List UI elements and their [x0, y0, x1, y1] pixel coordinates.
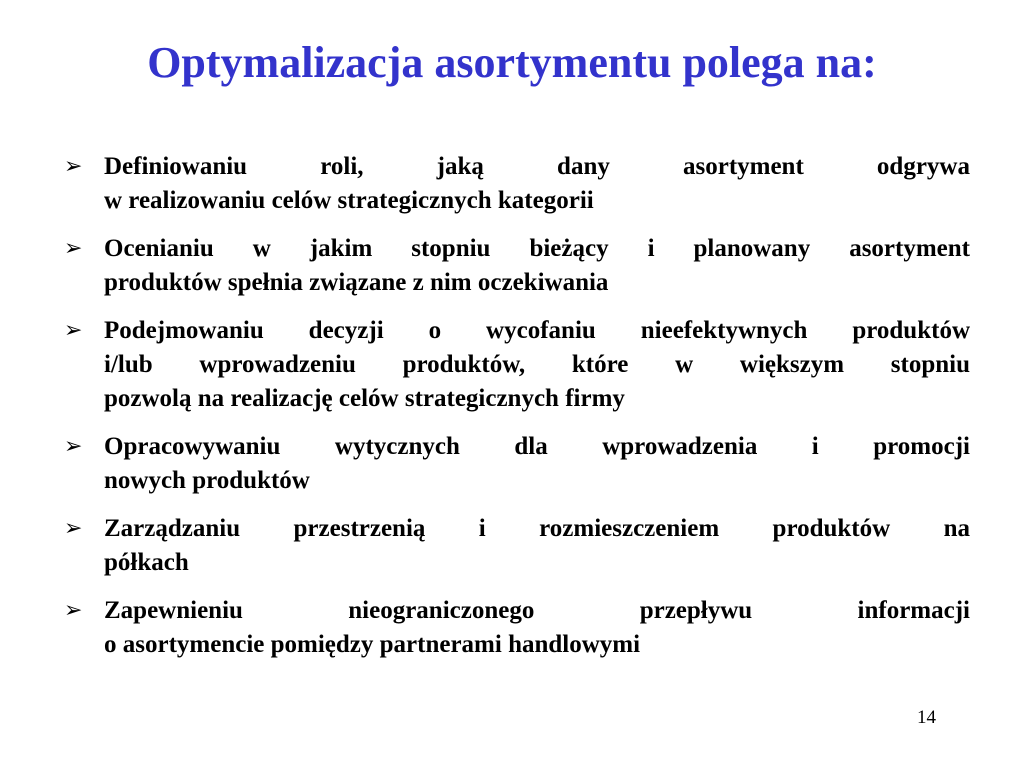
bullet-text [104, 430, 970, 498]
arrowhead-bullet-icon: ➢ [64, 434, 83, 459]
bullet-item [64, 150, 970, 218]
bullet-text [104, 314, 970, 416]
bullet-line: Zapewnieniu nieograniczonego przepływu informacji [104, 597, 970, 624]
bullet-line: o asortymencie pomiędzy partnerami handlowymi [104, 631, 641, 658]
bullet-line: i/lub wprowadzeniu produktów, które w większym stopniu [104, 351, 970, 378]
bullet-line: nowych produktów [104, 467, 310, 494]
arrowhead-bullet-icon: ➢ [64, 598, 83, 623]
page-number: 14 [917, 707, 936, 728]
bullet-item [64, 594, 970, 662]
arrowhead-bullet-icon: ➢ [64, 318, 83, 343]
bullet-list [64, 150, 970, 676]
bullet-item [64, 430, 970, 498]
bullet-line: produktów spełnia związane z nim oczekiwania [104, 269, 609, 296]
bullet-line: pozwolą na realizację celów strategicznych firmy [104, 385, 625, 412]
bullet-line: Opracowywaniu wytycznych dla wprowadzenia i promocji [104, 433, 970, 460]
arrowhead-bullet-icon: ➢ [64, 236, 83, 261]
bullet-line: w realizowaniu celów strategicznych kategorii [104, 187, 594, 214]
bullet-line: Definiowaniu roli, jaką dany asortyment odgrywa [104, 153, 970, 180]
bullet-line: Ocenianiu w jakim stopniu bieżący i planowany asortyment [104, 235, 970, 262]
bullet-item [64, 232, 970, 300]
bullet-text [104, 594, 970, 662]
arrowhead-bullet-icon: ➢ [64, 516, 83, 541]
bullet-text [104, 512, 970, 580]
slide-title: Optymalizacja asortymentu polega na: [147, 38, 877, 87]
bullet-line: półkach [104, 549, 189, 576]
bullet-item [64, 512, 970, 580]
bullet-text [104, 150, 970, 218]
bullet-item [64, 314, 970, 416]
bullet-line: Zarządzaniu przestrzenią i rozmieszczeniem produktów na [104, 515, 970, 542]
bullet-line: Podejmowaniu decyzji o wycofaniu nieefektywnych produktów [104, 317, 970, 344]
arrowhead-bullet-icon: ➢ [64, 154, 83, 179]
bullet-text [104, 232, 970, 300]
